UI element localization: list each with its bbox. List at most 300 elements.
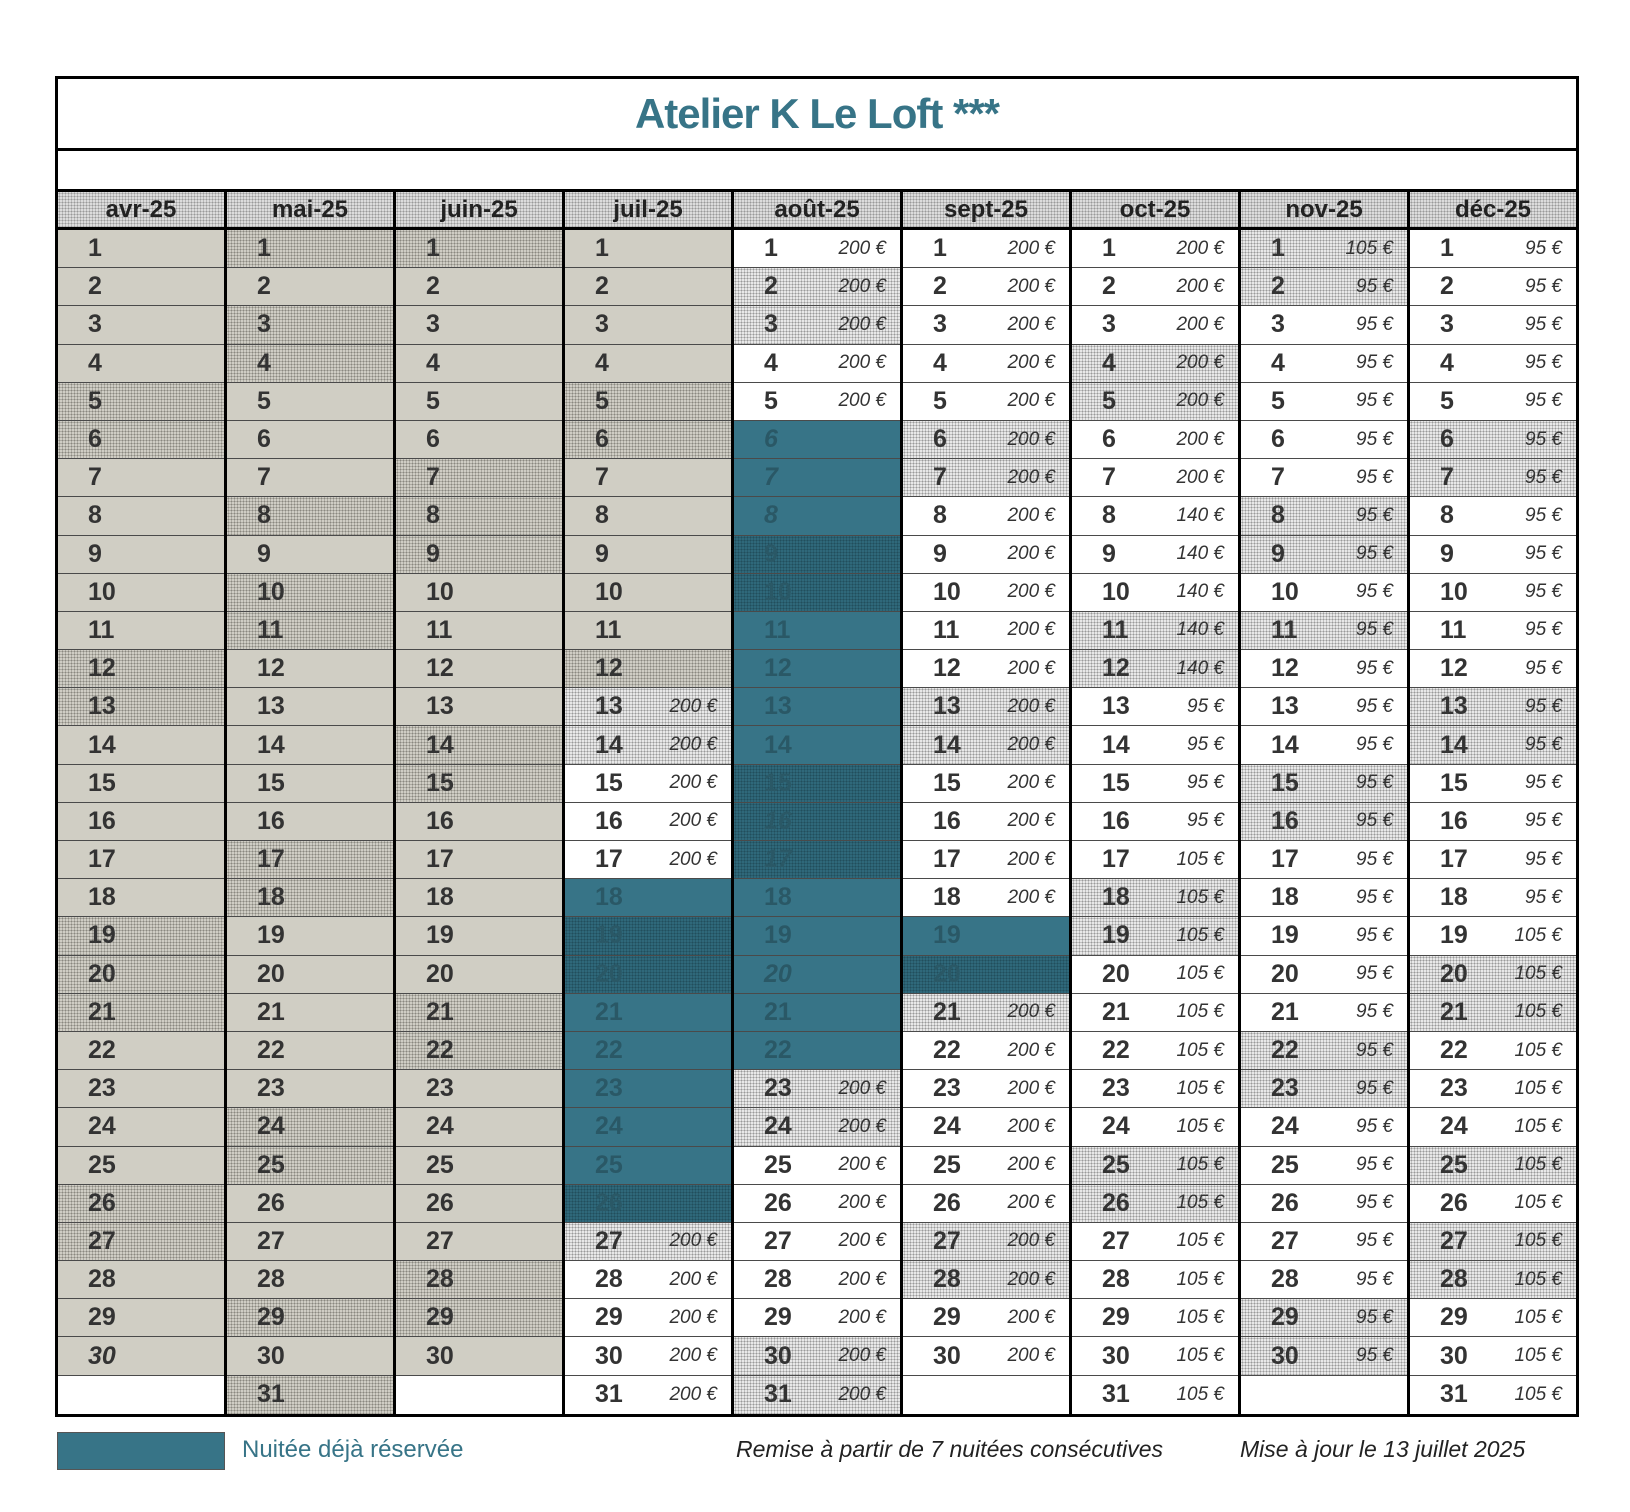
day-cell[interactable] [227,1108,393,1146]
day-cell[interactable] [227,459,393,497]
day-cell[interactable] [1410,421,1576,459]
day-cell[interactable] [396,383,562,421]
day-cell[interactable] [1410,230,1576,268]
day-cell[interactable] [1072,841,1238,879]
day-cell[interactable] [565,1299,731,1337]
day-cell[interactable] [227,383,393,421]
day-cell[interactable] [1241,879,1407,917]
day-cell[interactable] [1072,612,1238,650]
day-cell[interactable] [396,574,562,612]
night-price: 95 € [1187,772,1224,794]
day-cell[interactable] [396,726,562,764]
day-number: 18 [1102,883,1130,912]
day-cell[interactable] [227,268,393,306]
day-cell[interactable] [1241,536,1407,574]
day-cell[interactable] [1410,726,1576,764]
day-cell[interactable] [227,574,393,612]
day-cell[interactable] [1410,956,1576,994]
day-number: 17 [88,845,116,874]
day-cell[interactable] [396,536,562,574]
day-cell[interactable] [903,650,1069,688]
day-cell[interactable] [227,345,393,383]
day-cell[interactable] [903,1070,1069,1108]
day-cell[interactable] [1072,879,1238,917]
day-cell[interactable] [903,803,1069,841]
day-cell[interactable] [58,765,224,803]
day-cell[interactable] [396,803,562,841]
day-cell[interactable] [903,421,1069,459]
day-cell[interactable] [227,612,393,650]
day-cell[interactable] [734,306,900,344]
day-cell[interactable] [396,994,562,1032]
day-cell[interactable] [1241,1223,1407,1261]
day-cell[interactable] [396,306,562,344]
day-cell[interactable] [903,306,1069,344]
day-cell[interactable] [227,765,393,803]
day-cell[interactable] [58,1261,224,1299]
day-cell[interactable] [58,612,224,650]
day-cell[interactable] [1241,1185,1407,1223]
day-cell[interactable] [1072,574,1238,612]
day-cell[interactable] [903,1185,1069,1223]
day-cell[interactable] [396,1261,562,1299]
day-cell[interactable] [565,1223,731,1261]
day-cell[interactable] [227,230,393,268]
day-cell[interactable] [734,574,900,612]
day-cell[interactable] [565,994,731,1032]
day-cell[interactable] [903,1299,1069,1337]
day-cell[interactable] [565,879,731,917]
day-cell[interactable] [58,497,224,535]
day-cell[interactable] [1410,268,1576,306]
day-cell[interactable] [1072,1070,1238,1108]
day-cell[interactable] [227,1337,393,1375]
day-number: 1 [257,234,271,263]
day-cell[interactable] [227,1147,393,1185]
day-cell[interactable] [1410,383,1576,421]
day-cell[interactable] [396,230,562,268]
subtitle-row [55,151,1579,192]
day-cell[interactable] [1072,1337,1238,1375]
day-cell[interactable] [396,497,562,535]
day-cell[interactable] [396,1070,562,1108]
day-cell[interactable] [58,1337,224,1375]
day-cell[interactable] [1072,917,1238,955]
day-cell[interactable] [58,1299,224,1337]
day-cell[interactable] [1241,383,1407,421]
day-cell[interactable] [1410,1070,1576,1108]
day-cell[interactable] [227,1376,393,1414]
day-cell[interactable] [565,726,731,764]
day-cell[interactable] [565,421,731,459]
day-cell[interactable] [734,536,900,574]
day-cell[interactable] [1241,612,1407,650]
day-cell[interactable] [734,879,900,917]
day-cell[interactable] [1410,306,1576,344]
day-cell[interactable] [903,994,1069,1032]
day-cell[interactable] [58,1147,224,1185]
day-cell[interactable] [227,917,393,955]
day-cell[interactable] [227,803,393,841]
day-cell[interactable] [58,459,224,497]
day-cell[interactable] [396,1147,562,1185]
night-price: 95 € [1525,390,1562,412]
day-cell[interactable] [903,956,1069,994]
day-cell[interactable] [1072,1147,1238,1185]
day-cell[interactable] [1072,650,1238,688]
day-cell[interactable] [1410,1376,1576,1414]
day-cell[interactable] [227,956,393,994]
day-cell[interactable] [565,650,731,688]
day-cell[interactable] [565,803,731,841]
day-cell[interactable] [565,1337,731,1375]
day-cell[interactable] [903,1147,1069,1185]
day-cell[interactable] [396,459,562,497]
day-cell[interactable] [565,383,731,421]
day-cell[interactable] [1241,650,1407,688]
day-cell[interactable] [58,1108,224,1146]
day-cell[interactable] [1072,765,1238,803]
day-cell[interactable] [227,1261,393,1299]
day-cell[interactable] [1072,956,1238,994]
day-cell[interactable] [1410,1185,1576,1223]
day-cell[interactable] [1241,1337,1407,1375]
day-number: 15 [1271,768,1299,797]
day-cell[interactable] [396,1032,562,1070]
day-cell[interactable] [58,574,224,612]
day-cell[interactable] [58,536,224,574]
day-cell[interactable] [734,421,900,459]
day-cell[interactable] [565,459,731,497]
day-cell[interactable] [1241,841,1407,879]
day-cell[interactable] [1241,726,1407,764]
day-cell[interactable] [1410,536,1576,574]
day-cell[interactable] [396,1337,562,1375]
day-cell[interactable] [396,345,562,383]
day-cell[interactable] [1410,459,1576,497]
day-number: 30 [1271,1341,1299,1370]
day-cell[interactable] [903,230,1069,268]
day-cell[interactable] [734,994,900,1032]
day-cell[interactable] [565,956,731,994]
day-cell[interactable] [1072,497,1238,535]
day-cell[interactable] [565,612,731,650]
day-cell[interactable] [1241,1299,1407,1337]
day-cell[interactable] [903,1261,1069,1299]
day-cell[interactable] [1410,1299,1576,1337]
day-cell[interactable] [1410,841,1576,879]
day-cell[interactable] [227,688,393,726]
day-cell[interactable] [1072,1299,1238,1337]
day-cell[interactable] [1241,268,1407,306]
day-cell[interactable] [1241,230,1407,268]
day-cell[interactable] [565,917,731,955]
day-cell[interactable] [565,1185,731,1223]
day-cell[interactable] [734,1108,900,1146]
day-cell[interactable] [1241,1070,1407,1108]
day-cell[interactable] [1241,306,1407,344]
day-cell[interactable] [1072,1376,1238,1414]
day-cell[interactable] [1241,917,1407,955]
day-cell[interactable] [396,1223,562,1261]
day-cell[interactable] [1072,421,1238,459]
day-cell[interactable] [227,650,393,688]
day-cell[interactable] [396,1108,562,1146]
day-cell[interactable] [565,230,731,268]
day-cell[interactable] [58,345,224,383]
day-cell[interactable] [903,841,1069,879]
day-cell[interactable] [1072,230,1238,268]
day-cell[interactable] [1072,1185,1238,1223]
night-price: 200 € [1007,810,1055,832]
day-cell[interactable] [58,841,224,879]
day-cell[interactable] [227,1070,393,1108]
day-cell[interactable] [1241,1261,1407,1299]
day-cell[interactable] [734,345,900,383]
day-cell[interactable] [1072,803,1238,841]
day-cell[interactable] [734,803,900,841]
day-cell[interactable] [903,268,1069,306]
day-cell[interactable] [58,268,224,306]
day-cell[interactable] [565,841,731,879]
day-cell[interactable] [58,1032,224,1070]
day-cell[interactable] [734,230,900,268]
day-cell[interactable] [1410,1261,1576,1299]
night-price: 200 € [838,275,886,297]
day-cell[interactable] [1410,1108,1576,1146]
day-cell[interactable] [227,1032,393,1070]
day-cell[interactable] [734,1337,900,1375]
day-cell[interactable] [1241,497,1407,535]
day-cell[interactable] [565,345,731,383]
day-cell[interactable] [1072,1223,1238,1261]
month-column [396,192,565,1414]
day-cell[interactable] [396,917,562,955]
day-cell[interactable] [734,1223,900,1261]
day-cell[interactable] [1241,688,1407,726]
day-cell[interactable] [1072,345,1238,383]
day-number: 5 [1102,386,1116,415]
day-cell[interactable] [1072,306,1238,344]
day-cell[interactable] [227,994,393,1032]
day-cell[interactable] [734,765,900,803]
day-cell [58,1376,224,1414]
night-price: 200 € [838,352,886,374]
day-cell[interactable] [58,383,224,421]
day-cell[interactable] [903,1108,1069,1146]
day-cell[interactable] [903,345,1069,383]
day-cell[interactable] [1241,956,1407,994]
day-cell[interactable] [1410,1032,1576,1070]
day-cell[interactable] [734,726,900,764]
day-cell[interactable] [734,268,900,306]
day-cell[interactable] [1410,1147,1576,1185]
day-cell[interactable] [734,612,900,650]
day-cell[interactable] [734,917,900,955]
day-cell[interactable] [565,497,731,535]
day-cell[interactable] [1410,879,1576,917]
day-cell[interactable] [734,1299,900,1337]
day-cell[interactable] [903,1032,1069,1070]
day-cell[interactable] [396,1299,562,1337]
day-cell[interactable] [396,841,562,879]
day-cell[interactable] [903,1337,1069,1375]
day-cell[interactable] [396,421,562,459]
day-cell[interactable] [58,306,224,344]
day-cell[interactable] [734,1032,900,1070]
day-cell[interactable] [1410,765,1576,803]
day-cell[interactable] [396,612,562,650]
day-cell[interactable] [734,1147,900,1185]
day-cell[interactable] [1241,421,1407,459]
day-cell[interactable] [903,917,1069,955]
day-number: 9 [426,539,440,568]
day-cell[interactable] [734,1376,900,1414]
day-cell[interactable] [1072,994,1238,1032]
day-cell[interactable] [903,726,1069,764]
day-cell[interactable] [227,306,393,344]
day-cell[interactable] [565,574,731,612]
day-cell[interactable] [734,1185,900,1223]
day-cell[interactable] [227,841,393,879]
day-cell[interactable] [1241,459,1407,497]
day-cell[interactable] [565,1108,731,1146]
day-cell[interactable] [1410,1223,1576,1261]
day-cell[interactable] [565,765,731,803]
day-cell[interactable] [58,1223,224,1261]
day-cell[interactable] [1241,574,1407,612]
day-cell[interactable] [396,268,562,306]
day-cell[interactable] [903,383,1069,421]
day-cell[interactable] [1410,994,1576,1032]
day-cell[interactable] [227,1299,393,1337]
day-cell[interactable] [227,421,393,459]
day-cell[interactable] [396,688,562,726]
day-cell[interactable] [58,650,224,688]
day-cell [396,1376,562,1414]
day-cell[interactable] [734,841,900,879]
day-number: 2 [257,272,271,301]
day-cell[interactable] [734,497,900,535]
day-cell[interactable] [1072,1261,1238,1299]
day-cell[interactable] [227,726,393,764]
day-cell[interactable] [903,879,1069,917]
day-cell[interactable] [1241,345,1407,383]
day-cell[interactable] [1241,994,1407,1032]
day-cell[interactable] [227,536,393,574]
day-cell[interactable] [1410,345,1576,383]
day-cell[interactable] [565,306,731,344]
day-number: 31 [595,1380,623,1409]
day-cell[interactable] [565,1070,731,1108]
night-price: 200 € [1176,466,1224,488]
day-cell[interactable] [58,1070,224,1108]
day-cell[interactable] [58,956,224,994]
day-cell[interactable] [58,917,224,955]
day-cell[interactable] [1072,459,1238,497]
day-cell[interactable] [734,383,900,421]
day-cell[interactable] [1241,765,1407,803]
day-cell[interactable] [396,956,562,994]
day-cell[interactable] [1072,268,1238,306]
day-cell[interactable] [734,459,900,497]
day-cell[interactable] [58,994,224,1032]
day-cell[interactable] [903,765,1069,803]
day-cell[interactable] [227,1185,393,1223]
day-cell[interactable] [734,956,900,994]
day-cell[interactable] [734,688,900,726]
day-cell[interactable] [1072,536,1238,574]
day-cell[interactable] [1241,803,1407,841]
night-price: 95 € [1525,428,1562,450]
day-cell[interactable] [227,497,393,535]
day-cell[interactable] [903,497,1069,535]
day-cell[interactable] [903,688,1069,726]
day-cell[interactable] [396,1185,562,1223]
day-cell[interactable] [734,650,900,688]
day-cell[interactable] [396,879,562,917]
day-number: 18 [1440,883,1468,912]
day-cell[interactable] [734,1070,900,1108]
day-cell[interactable] [903,612,1069,650]
day-number: 27 [595,1226,623,1255]
day-number: 14 [1271,730,1299,759]
day-cell[interactable] [1410,497,1576,535]
day-cell[interactable] [565,268,731,306]
day-cell[interactable] [1410,650,1576,688]
day-cell[interactable] [1072,1032,1238,1070]
day-cell[interactable] [734,1261,900,1299]
day-cell[interactable] [1241,1147,1407,1185]
day-cell[interactable] [565,688,731,726]
day-cell[interactable] [565,1032,731,1070]
day-cell[interactable] [58,803,224,841]
day-cell[interactable] [58,726,224,764]
day-cell[interactable] [1410,574,1576,612]
day-cell[interactable] [1410,917,1576,955]
day-cell[interactable] [1410,803,1576,841]
day-cell[interactable] [1410,688,1576,726]
day-cell[interactable] [565,1147,731,1185]
day-cell[interactable] [565,1261,731,1299]
day-cell[interactable] [565,1376,731,1414]
day-cell[interactable] [396,765,562,803]
day-cell[interactable] [1241,1032,1407,1070]
day-cell[interactable] [903,1223,1069,1261]
day-cell[interactable] [58,1185,224,1223]
day-cell[interactable] [1241,1108,1407,1146]
day-cell[interactable] [58,688,224,726]
day-cell[interactable] [58,421,224,459]
day-cell[interactable] [396,650,562,688]
day-cell[interactable] [903,536,1069,574]
day-cell[interactable] [565,536,731,574]
day-number: 12 [1271,654,1299,683]
day-cell[interactable] [227,879,393,917]
day-cell[interactable] [1072,688,1238,726]
day-cell[interactable] [1410,1337,1576,1375]
day-cell[interactable] [903,459,1069,497]
day-cell[interactable] [1072,726,1238,764]
day-cell[interactable] [1072,1108,1238,1146]
day-cell[interactable] [227,1223,393,1261]
day-cell[interactable] [1072,383,1238,421]
day-cell[interactable] [58,230,224,268]
night-price: 95 € [1525,657,1562,679]
day-cell[interactable] [903,574,1069,612]
day-cell[interactable] [1410,612,1576,650]
day-cell[interactable] [58,879,224,917]
